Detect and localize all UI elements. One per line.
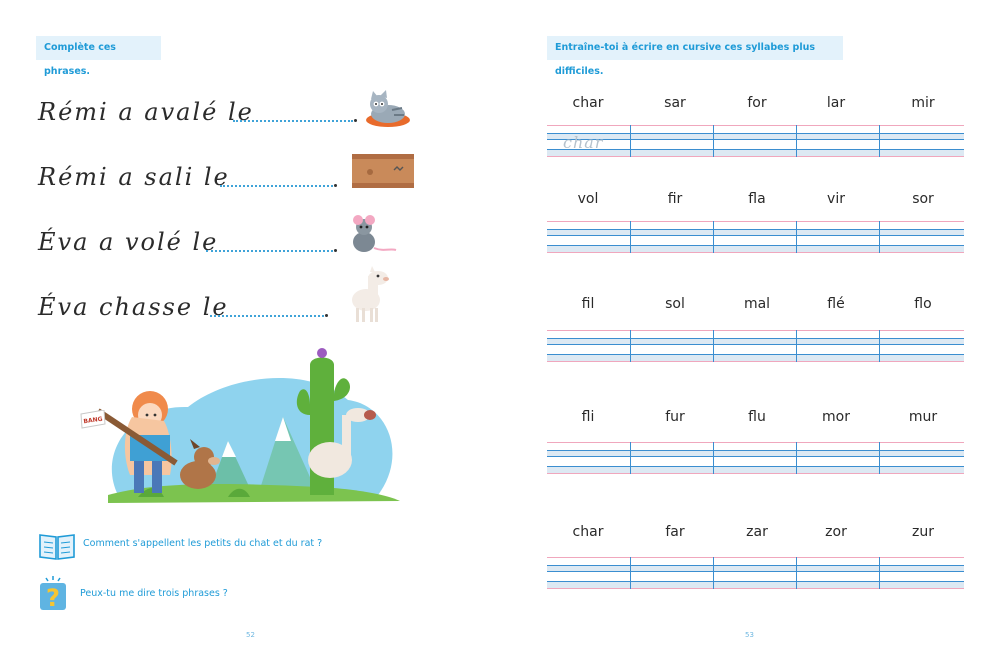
- grid-line: [547, 235, 964, 236]
- handwriting-grid-2[interactable]: [547, 221, 964, 253]
- rat-picture: [342, 212, 398, 256]
- syllable-4-1: fli: [581, 409, 595, 425]
- syllable-1-2: sar: [664, 95, 686, 111]
- grid-column-divider: [879, 330, 880, 362]
- syllable-1-3: for: [747, 95, 767, 111]
- handwriting-grid-5[interactable]: [547, 557, 964, 589]
- grid-line: [547, 466, 964, 467]
- bang-flag-text: BANG: [83, 415, 104, 426]
- syllable-5-2: far: [665, 524, 685, 540]
- grid-line: [547, 149, 964, 150]
- grid-line: [547, 229, 964, 230]
- grid-column-divider: [713, 442, 714, 474]
- sentence-2: Rémi a sali le: [38, 163, 230, 191]
- grid-line: [547, 450, 964, 451]
- hunting-scene-illustration: [78, 345, 403, 510]
- syllable-3-3: mal: [743, 296, 771, 312]
- grid-column-divider: [796, 125, 797, 157]
- grid-column-divider: [879, 221, 880, 253]
- syllable-4-4: mor: [822, 409, 850, 425]
- grid-line: [547, 344, 964, 345]
- grid-column-divider: [630, 125, 631, 157]
- answer-blank-2[interactable]: [220, 185, 333, 187]
- grid-line: [547, 245, 964, 246]
- right-instruction-banner: [547, 36, 843, 77]
- answer-blank-1[interactable]: [233, 120, 353, 122]
- grid-column-divider: [630, 442, 631, 474]
- book-icon: [38, 531, 76, 561]
- syllable-5-3: zar: [746, 524, 768, 540]
- answer-blank-3[interactable]: [206, 250, 333, 252]
- sentence-end-dot: [334, 249, 337, 252]
- syllable-2-5: sor: [912, 191, 934, 207]
- cat-picture: [362, 90, 414, 130]
- grid-line: [547, 252, 964, 253]
- grid-column-divider: [713, 125, 714, 157]
- grid-shade: [547, 466, 964, 473]
- sentence-4: Éva chasse le: [38, 293, 229, 321]
- page-number-right: 53: [745, 631, 754, 639]
- question-2: Peux-tu me dire trois phrases ?: [80, 588, 228, 599]
- grid-column-divider: [879, 557, 880, 589]
- grid-column-divider: [879, 125, 880, 157]
- sentence-end-dot: [334, 184, 337, 187]
- grid-line: [547, 571, 964, 572]
- grid-line: [547, 338, 964, 339]
- grid-column-divider: [796, 330, 797, 362]
- grid-column-divider: [796, 442, 797, 474]
- grid-shade: [547, 581, 964, 588]
- grid-shade: [547, 245, 964, 252]
- syllable-4-3: flu: [748, 409, 766, 425]
- syllable-2-4: vir: [827, 191, 845, 207]
- syllable-5-4: zor: [825, 524, 847, 540]
- grid-column-divider: [713, 557, 714, 589]
- grid-line: [547, 330, 964, 331]
- grid-column-divider: [630, 330, 631, 362]
- grid-shade: [547, 354, 964, 361]
- page-number-left: 52: [246, 631, 255, 639]
- syllable-2-2: fir: [667, 191, 683, 207]
- grid-line: [547, 473, 964, 474]
- llama-picture: [344, 266, 396, 326]
- grid-line: [547, 442, 964, 443]
- rug-picture: [350, 152, 416, 190]
- svg-text:?: ?: [46, 584, 60, 612]
- syllable-5-5: zur: [912, 524, 934, 540]
- syllable-4-2: fur: [665, 409, 685, 425]
- bang-flag-icon: [80, 410, 106, 430]
- syllable-5-1: char: [572, 524, 604, 540]
- syllable-2-3: fla: [748, 191, 766, 207]
- grid-line: [547, 588, 964, 589]
- grid-column-divider: [630, 221, 631, 253]
- syllable-1-5: mir: [911, 95, 935, 111]
- grid-line: [547, 139, 964, 140]
- grid-line: [547, 557, 964, 558]
- grid-shade: [547, 149, 964, 156]
- grid-line: [547, 456, 964, 457]
- grid-line: [547, 361, 964, 362]
- syllable-3-4: flé: [827, 296, 845, 312]
- sentence-1: Rémi a avalé le: [38, 98, 254, 126]
- syllable-3-2: sol: [665, 296, 685, 312]
- syllable-1-1: char: [572, 95, 604, 111]
- grid-column-divider: [796, 221, 797, 253]
- syllable-3-5: flo: [914, 296, 932, 312]
- grid-line: [547, 221, 964, 222]
- grid-line: [547, 133, 964, 134]
- grid-line: [547, 156, 964, 157]
- grid-line: [547, 565, 964, 566]
- handwriting-grid-4[interactable]: [547, 442, 964, 474]
- grid-column-divider: [879, 442, 880, 474]
- syllable-3-1: fil: [581, 296, 595, 312]
- left-instruction-banner: [36, 36, 161, 77]
- grid-line: [547, 354, 964, 355]
- grid-column-divider: [630, 557, 631, 589]
- grid-line: [547, 125, 964, 126]
- sentence-end-dot: [354, 119, 357, 122]
- cursive-model-text: char: [563, 133, 604, 152]
- grid-column-divider: [713, 330, 714, 362]
- handwriting-grid-3[interactable]: [547, 330, 964, 362]
- question-mark-icon: [38, 576, 68, 612]
- question-1: Comment s'appellent les petits du chat et du rat ?: [83, 538, 323, 549]
- grid-column-divider: [796, 557, 797, 589]
- sentence-end-dot: [325, 314, 328, 317]
- left-instruction: Complète ces phrases.: [44, 42, 116, 77]
- answer-blank-4[interactable]: [210, 315, 324, 317]
- grid-column-divider: [713, 221, 714, 253]
- syllable-4-5: mur: [908, 409, 938, 425]
- syllable-1-4: lar: [826, 95, 846, 111]
- syllable-2-1: vol: [577, 191, 599, 207]
- grid-line: [547, 581, 964, 582]
- sentence-3: Éva a volé le: [38, 228, 219, 256]
- right-instruction: Entraîne-toi à écrire en cursive ces syllabes plus difficiles.: [555, 42, 816, 77]
- handwriting-grid-1[interactable]: [547, 125, 964, 157]
